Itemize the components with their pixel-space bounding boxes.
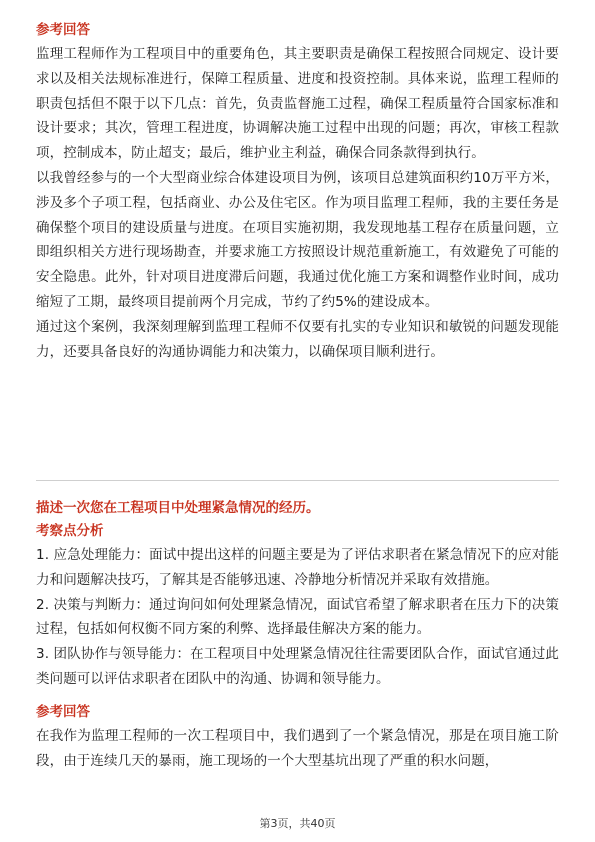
analysis-point-2: 2. 决策与判断力：通过询问如何处理紧急情况，面试官希望了解求职者在压力下的决策过程，包括如何权衡不同方案的利弊、选择最佳解决方案的能力。	[36, 596, 559, 638]
analysis-point-1: 1. 应急处理能力：面试中提出这样的问题主要是为了评估求职者在紧急情况下的应对能力和问题解决技巧，了解其是否能够迅速、冷静地分析情况并采取有效措施。	[36, 547, 559, 588]
answer-heading-2: 参考回答	[36, 703, 90, 720]
page-content	[36, 20, 559, 364]
answer-heading: 参考回答	[36, 22, 90, 38]
page-number: 第3页，共40页	[259, 817, 336, 830]
section-divider	[36, 480, 559, 481]
answer-paragraph-q2: 在我作为监理工程师的一次工程项目中，我们遇到了一个紧急情况，那是在项目施工阶段，由于连续几天的暴雨，施工现场的一个大型基坑出现了严重的积水问题，	[36, 727, 559, 769]
answer-paragraph-3: 通过这个案例，我深刻理解到监理工程师不仅要有扎实的专业知识和敏锐的问题发现能力，还要具备良好的沟通协调能力和决策力，以确保项目顺利进行。	[36, 318, 559, 360]
analysis-point-3: 3. 团队协作与领导能力：在工程项目中处理紧急情况往往需要团队合作，面试官通过此类问题可以评估求职者在团队中的沟通、协调和领导能力。	[36, 646, 559, 687]
analysis-heading: 考察点分析	[36, 523, 104, 539]
question-section	[36, 497, 559, 773]
answer-paragraph-2: 以我曾经参与的一个大型商业综合体建设项目为例，该项目总建筑面积约10万平方米，涉及多个子项工程，包括商业、办公及住宅区。作为项目监理工程师，我的主要任务是确保整个项目的建设质量与进度。在项目实施初期，我发现地基工程存在质量问题，立即组织相关方进行现场勘查，并要求施工方按照设计规范重新施工，有效避免了可能的安全隐患。此外，针对项目进度滞后问题，我通过优化施工方案和调整作业时间，成功缩短了工期，最终项目提前两个月完成，节约了约5%的建设成本。	[36, 169, 559, 310]
answer-paragraph-1: 监理工程师作为工程项目中的重要角色，其主要职责是确保工程按照合同规定、设计要求以及相关法规标准进行，保障工程质量、进度和投资控制。具体来说，监理工程师的职责包括但不限于以下几点：首先，负责监督施工过程，确保工程质量符合国家标准和设计要求；其次，管理工程进度，协调解决施工过程中出现的问题；再次，审核工程款项，控制成本，防止超支；最后，维护业主利益，确保合同条款得到执行。	[36, 46, 559, 162]
question-title: 描述一次您在工程项目中处理紧急情况的经历。	[36, 500, 320, 516]
